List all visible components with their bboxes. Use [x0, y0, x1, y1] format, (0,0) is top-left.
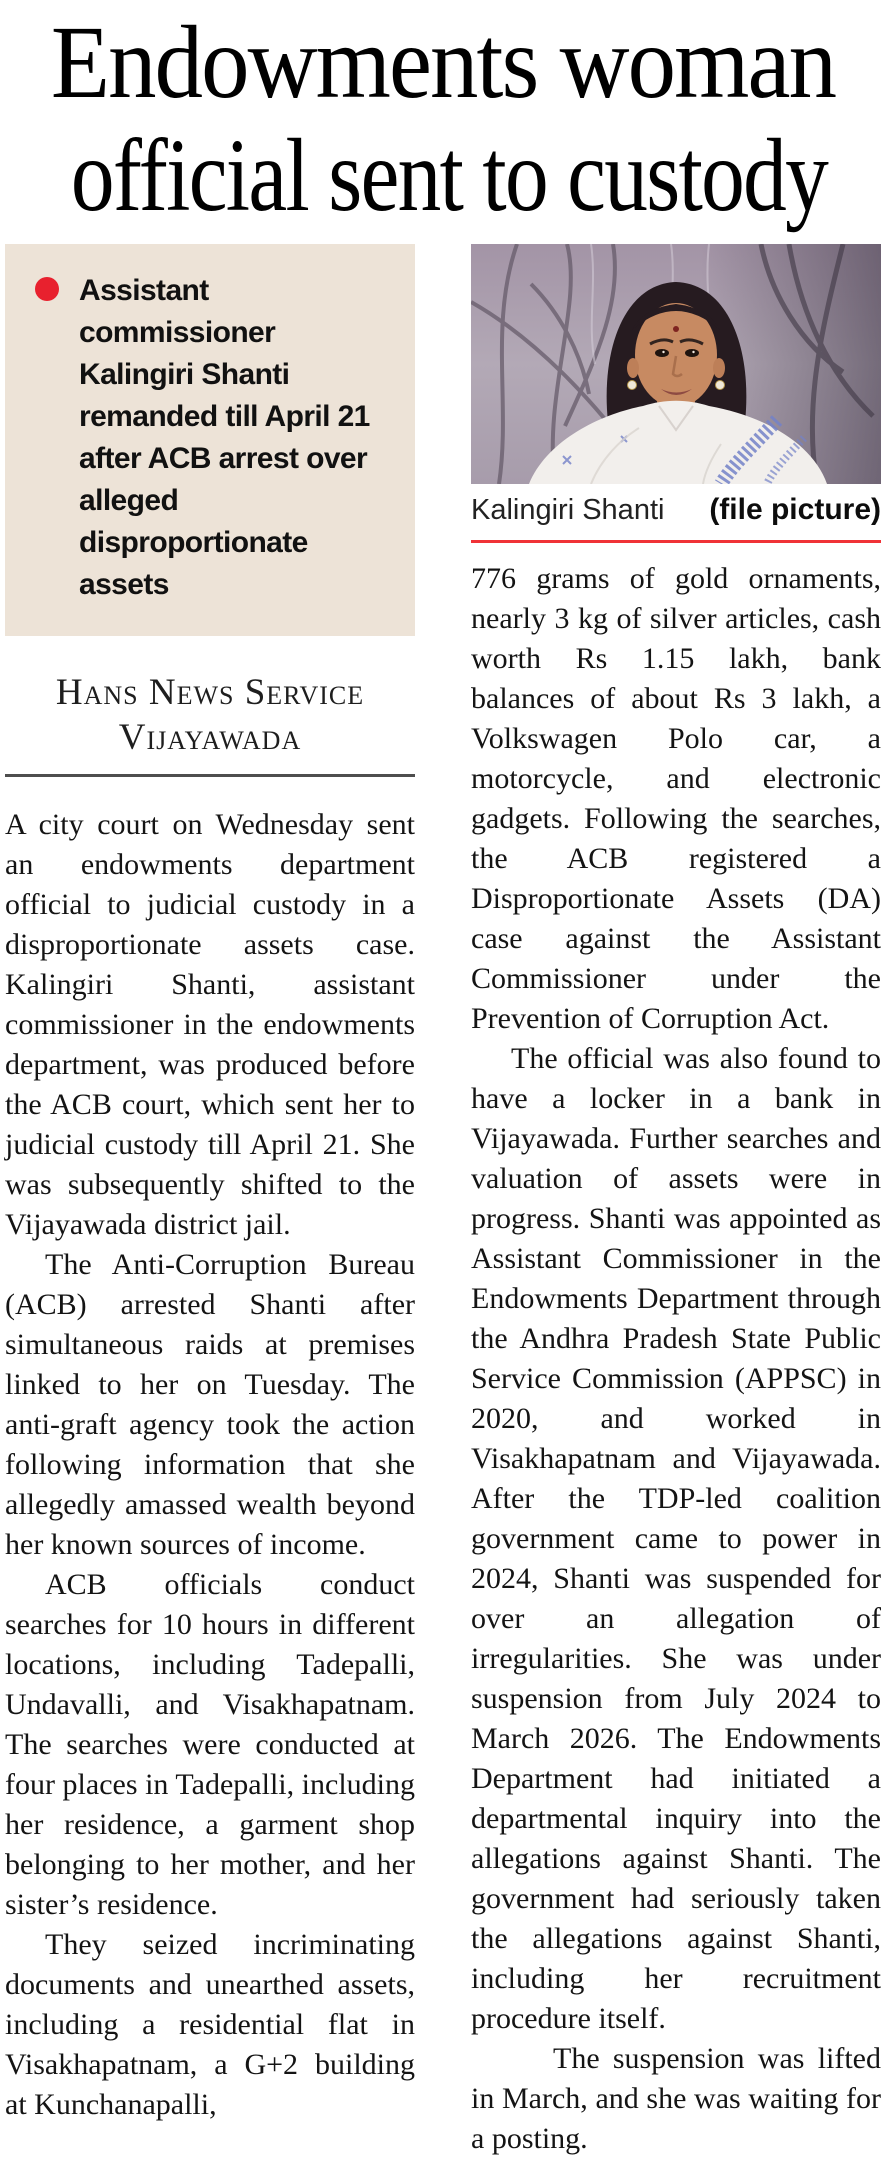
portrait-photo — [471, 244, 881, 484]
right-column-text — [471, 559, 881, 2159]
article-paragraph: 776 grams of gold ornaments, nearly 3 kg of silver articles, cash worth Rs 1.15 lakh, bank balances of about Rs 3 lakh, a Volkswagen Polo car, a motorcycle, and electronic gadgets. Following the searches, the ACB registered a Disproportionate Assets (DA) case against the Assistant Commissioner under the Prevention of Corruption Act. — [471, 562, 881, 1035]
right-column — [471, 244, 881, 2159]
byline-city: Vijayawada — [118, 717, 302, 758]
byline-agency: Hans News Service — [55, 672, 365, 713]
article-columns — [0, 244, 886, 2159]
byline-divider — [5, 774, 415, 777]
photo-figure — [471, 244, 881, 527]
headline-line-1: Endowments woman — [50, 5, 836, 120]
bullet-icon — [35, 277, 59, 301]
article-paragraph: ACB officials conduct searches for 10 hours in different locations, including Tadepalli, Undavalli, and Visakhapatnam. The searches were conducted at four places in Tadepalli, including her residence, a garment shop belonging to her mother, and her sister’s residence. — [5, 1568, 415, 1921]
caption-name: Kalingiri Shanti — [471, 494, 665, 526]
article-paragraph: The official was also found to have a locker in a bank in Vijayawada. Further searches and valuation of assets were in progress. Shanti was appointed as Assistant Commissioner in the Endowments Department through the Andhra Pradesh State Public Service Commission (APPSC) in 2020, and worked in Visakhapatnam and Vijayawada. After the TDP-led coalition government came to power in 2024, Shanti was suspended for over an allegation of irregularities. She was under suspension from July 2024 to March 2026. The Endowments Department had initiated a departmental inquiry into the allegations against Shanti. The government had seriously taken the allegations against Shanti, including her recruitment procedure itself. — [471, 1042, 881, 2035]
article-paragraph: The suspension was lifted in March, and she was waiting for a posting. — [471, 2042, 881, 2155]
article-paragraph: The Anti-Corruption Bureau (ACB) arrested Shanti after simultaneous raids at premises linked to her on Tuesday. The anti-graft agency took the action following information that she allegedly amassed wealth beyond her known sources of income. — [5, 1248, 415, 1561]
bindi — [673, 326, 679, 332]
byline — [5, 670, 415, 760]
article-paragraph: A city court on Wednesday sent an endowments department official to judicial custody in a disproportionate assets case. Kalingiri Shanti, assistant commissioner in the endowments department, was produced before the ACB court, which sent her to judicial custody till April 21. She was subsequently shifted to the Vijayawada district jail. — [5, 808, 415, 1241]
left-column — [5, 244, 415, 2159]
summary-box — [5, 244, 415, 636]
article-paragraph: They seized incriminating documents and unearthed assets, including a residential flat in Visakhapatnam, a G+2 building at Kunchanapalli, — [5, 1928, 415, 2121]
summary-text: Assistant commissioner Kalingiri Shanti remanded till April 21 after ACB arrest over alleged disproportionate assets — [79, 274, 370, 601]
left-column-text — [5, 805, 415, 2125]
headline-line-2: official sent to custody — [70, 118, 828, 233]
photo-caption — [471, 493, 881, 527]
headline — [0, 0, 886, 232]
red-divider — [471, 540, 881, 543]
caption-credit: (file picture) — [709, 493, 881, 526]
